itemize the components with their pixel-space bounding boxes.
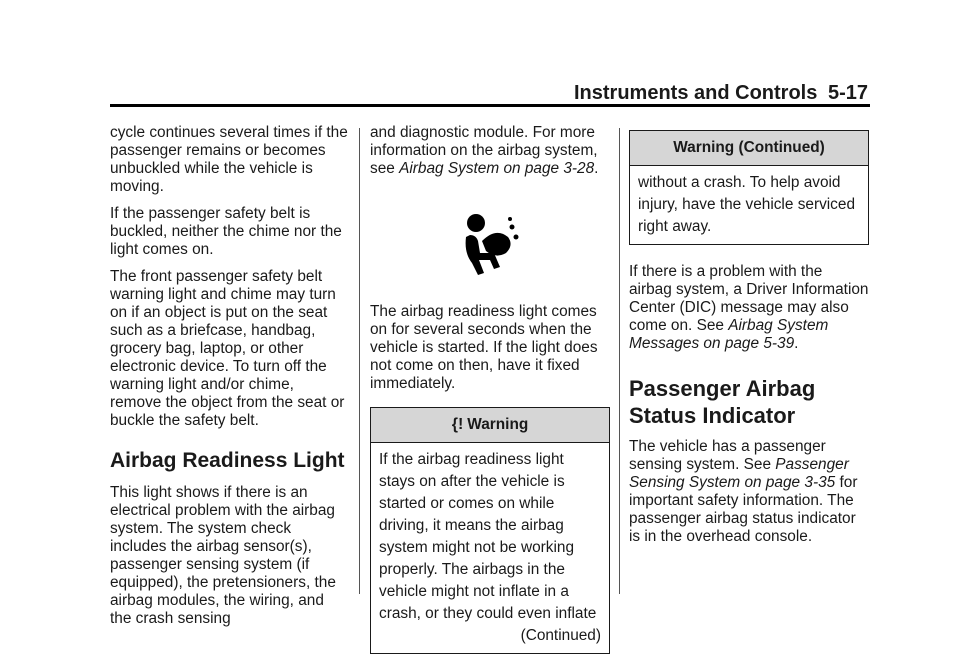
column-divider xyxy=(619,128,620,594)
warning-body xyxy=(371,443,609,653)
column-3 xyxy=(629,130,869,555)
warning-icon: {! xyxy=(451,416,464,433)
section-heading: Passenger Airbag Status Indicator xyxy=(629,376,816,428)
paragraph: If the passenger safety belt is buckled, neither the chime nor the light comes on. xyxy=(110,205,342,258)
cross-reference: Airbag System Messages on page 5-39 xyxy=(629,317,829,352)
paragraph: This light shows if there is an electrical problem with the airbag system. The system check includes the airbag sensor(s), passenger sensing system (if equipped), the pretensioners, the airbag modules, the wiring, and the crash sensing xyxy=(110,484,336,627)
warning-text: without a crash. To help avoid injury, have the vehicle serviced right away. xyxy=(638,174,856,235)
warning-box-continued xyxy=(629,130,869,245)
cross-reference: Airbag System on page 3-28 xyxy=(399,160,595,177)
warning-title: Warning xyxy=(467,416,529,433)
airbag-icon-container xyxy=(370,187,610,303)
paragraph: cycle continues several times if the passenger remains or becomes unbuckled while the vehicle is moving. xyxy=(110,124,348,195)
paragraph: If there is a problem with the airbag system, a Driver Information Center (DIC) message may also come on. See Airbag System Messages on page 5-39. xyxy=(629,263,869,352)
airbag-readiness-icon xyxy=(460,213,520,277)
continued-label: (Continued) xyxy=(520,627,601,644)
paragraph: and diagnostic module. For more information on the airbag system, see Airbag System on page 3-28. xyxy=(370,124,599,177)
section-title: Instruments and Controls xyxy=(574,82,818,104)
page-number: 5-17 xyxy=(827,82,868,104)
warning-text: If the airbag readiness light stays on after the vehicle is started or comes on while driving, it means the airbag system might not be working properly. The airbags in the vehicle might not inflate in a crash, or they could even inflate xyxy=(379,451,597,622)
paragraph: The vehicle has a passenger sensing system. See Passenger Sensing System on page 3-35 for important safety information. The passenger airbag status indicator is in the overhead console. xyxy=(629,438,858,545)
warning-box xyxy=(370,407,610,654)
column-2 xyxy=(370,124,610,654)
column-divider xyxy=(359,128,360,594)
column-1 xyxy=(110,124,348,637)
cross-reference: Passenger Sensing System on page 3-35 xyxy=(629,456,849,491)
paragraph: The airbag readiness light comes on for several seconds when the vehicle is started. If the light does not come on then, have it fixed immediately. xyxy=(370,303,598,392)
warning-header: Warning (Continued) xyxy=(630,131,868,166)
header-rule xyxy=(110,104,870,107)
warning-header xyxy=(371,408,609,443)
page-header xyxy=(574,82,868,105)
section-heading: Airbag Readiness Light xyxy=(110,449,345,472)
paragraph: The front passenger safety belt warning light and chime may turn on if an object is put on the seat such as a briefcase, handbag, grocery bag, laptop, or other electronic device. To turn off the warning light and/or chime, remove the object from the seat or buckle the safety belt. xyxy=(110,268,345,429)
